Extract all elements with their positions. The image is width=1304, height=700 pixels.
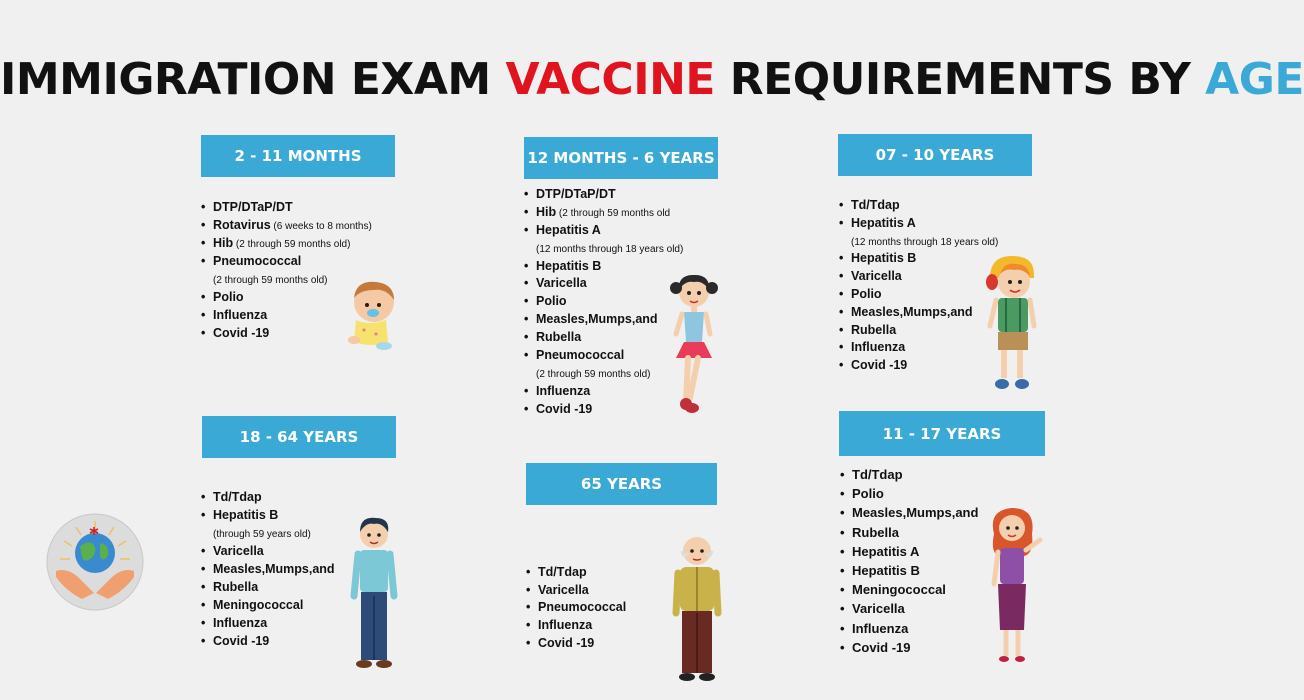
vaccine-item bbox=[524, 222, 683, 240]
vaccine-item bbox=[840, 561, 978, 580]
vaccine-name: Hepatitis A bbox=[851, 215, 916, 230]
vaccine-name: Varicella bbox=[213, 544, 264, 558]
vaccine-item bbox=[839, 339, 998, 357]
vaccine-name: Polio bbox=[536, 294, 567, 309]
vaccine-item bbox=[840, 619, 978, 638]
vaccine-item bbox=[839, 357, 998, 375]
vaccine-name: Measles,Mumps,and bbox=[213, 562, 335, 576]
vaccine-age-note: (2 through 59 months old) bbox=[233, 239, 351, 250]
vaccine-name: Varicella bbox=[538, 582, 589, 597]
header-18-64-years: 18 - 64 YEARS bbox=[202, 416, 396, 458]
vaccine-item bbox=[526, 582, 626, 600]
vaccine-name: Td/Tdap bbox=[213, 490, 262, 504]
bullet-icon: • bbox=[524, 348, 529, 363]
vaccine-name: Varicella bbox=[852, 601, 905, 617]
vaccine-name: Varicella bbox=[536, 276, 587, 291]
bullet-icon: • bbox=[201, 218, 206, 232]
bullet-icon: • bbox=[524, 276, 529, 291]
vaccine-name: Rotavirus bbox=[213, 218, 271, 232]
bullet-icon: • bbox=[526, 582, 531, 597]
bullet-icon: • bbox=[201, 308, 206, 322]
bullet-icon: • bbox=[201, 326, 206, 340]
vaccine-list-12-months-6-years bbox=[524, 186, 683, 419]
vaccine-age-note: (12 months through 18 years old) bbox=[536, 243, 684, 255]
bullet-icon: • bbox=[201, 200, 206, 214]
vaccine-name: Pneumococcal bbox=[536, 348, 625, 363]
bullet-icon: • bbox=[839, 251, 844, 266]
bullet-icon: • bbox=[524, 187, 529, 201]
bullet-icon: • bbox=[839, 304, 844, 319]
header-07-10-years: 07 - 10 YEARS bbox=[838, 134, 1032, 176]
vaccine-item bbox=[839, 268, 998, 286]
vaccine-item bbox=[201, 542, 335, 560]
vaccine-list-11-17-years bbox=[840, 465, 978, 657]
vaccine-item bbox=[201, 198, 372, 216]
vaccine-item bbox=[201, 234, 372, 252]
title-part-age: AGE bbox=[1205, 54, 1304, 105]
bullet-icon: • bbox=[840, 524, 845, 540]
vaccine-item bbox=[201, 578, 335, 596]
vaccine-name: Hepatitis A bbox=[536, 222, 601, 237]
bullet-icon: • bbox=[840, 486, 845, 502]
bullet-icon: • bbox=[840, 505, 845, 521]
bullet-icon: • bbox=[524, 204, 529, 219]
vaccine-name: Rubella bbox=[852, 524, 899, 540]
bullet-icon: • bbox=[839, 358, 844, 373]
bullet-icon: • bbox=[201, 598, 206, 612]
bullet-icon: • bbox=[201, 634, 206, 648]
vaccine-item bbox=[840, 638, 978, 657]
vaccine-item bbox=[840, 580, 978, 599]
bullet-icon: • bbox=[839, 322, 844, 337]
vaccine-name: Td/Tdap bbox=[852, 467, 903, 482]
vaccine-item bbox=[839, 197, 998, 215]
vaccine-item bbox=[201, 596, 335, 614]
header-11-17-years: 11 - 17 YEARS bbox=[839, 411, 1045, 456]
vaccine-name: Covid -19 bbox=[852, 639, 911, 655]
vaccine-name: Influenza bbox=[213, 308, 268, 322]
bullet-icon: • bbox=[201, 254, 206, 268]
vaccine-item bbox=[524, 204, 683, 222]
girl-illustration bbox=[668, 272, 720, 414]
baby-illustration bbox=[346, 278, 396, 352]
bullet-icon: • bbox=[524, 258, 529, 273]
vaccine-item bbox=[839, 215, 998, 233]
vaccine-name: Meningococcal bbox=[213, 598, 304, 612]
bullet-icon: • bbox=[201, 580, 206, 594]
vaccine-item bbox=[524, 347, 683, 365]
vaccine-name: DTP/DTaP/DT bbox=[536, 187, 616, 201]
vaccine-item bbox=[524, 311, 683, 329]
vaccine-name: Hepatitis B bbox=[851, 251, 917, 266]
vaccine-name: Hib bbox=[536, 204, 557, 219]
vaccine-item bbox=[839, 286, 998, 304]
vaccine-note bbox=[213, 524, 335, 542]
bullet-icon: • bbox=[840, 620, 845, 636]
vaccine-item bbox=[526, 617, 626, 635]
vaccine-item bbox=[840, 523, 978, 542]
vaccine-item bbox=[526, 635, 626, 653]
vaccine-item bbox=[524, 258, 683, 276]
vaccine-name: Measles,Mumps,and bbox=[852, 505, 979, 521]
vaccine-item bbox=[840, 465, 978, 484]
bullet-icon: • bbox=[839, 215, 844, 230]
vaccine-name: Influenza bbox=[213, 616, 268, 630]
vaccine-item bbox=[201, 252, 372, 270]
bullet-icon: • bbox=[201, 562, 206, 576]
woman-illustration bbox=[984, 504, 1046, 666]
vaccine-name: Influenza bbox=[852, 620, 909, 636]
vaccine-name: Influenza bbox=[538, 618, 593, 633]
vaccine-note bbox=[536, 365, 683, 383]
vaccine-item bbox=[524, 275, 683, 293]
vaccine-name: Rubella bbox=[536, 330, 582, 345]
header-2-11-months: 2 - 11 MONTHS bbox=[201, 135, 395, 177]
vaccine-age-note: (2 through 59 months old) bbox=[213, 275, 328, 286]
bullet-icon: • bbox=[201, 490, 206, 504]
vaccine-name: Td/Tdap bbox=[538, 565, 587, 579]
bullet-icon: • bbox=[201, 616, 206, 630]
vaccine-item bbox=[524, 329, 683, 347]
vaccine-name: Covid -19 bbox=[851, 358, 908, 373]
vaccine-name: Polio bbox=[851, 286, 882, 301]
header-12-months-6-years: 12 MONTHS - 6 YEARS bbox=[524, 137, 718, 179]
bullet-icon: • bbox=[526, 600, 531, 615]
vaccine-name: Measles,Mumps,and bbox=[851, 304, 973, 319]
vaccine-name: Influenza bbox=[536, 383, 591, 398]
vaccine-name: Pneumococcal bbox=[538, 600, 627, 615]
bullet-icon: • bbox=[840, 582, 845, 598]
vaccine-item bbox=[526, 599, 627, 617]
vaccine-name: Hepatitis A bbox=[852, 543, 920, 559]
bullet-icon: • bbox=[840, 562, 845, 578]
vaccine-age-note: (2 through 59 months old) bbox=[536, 368, 651, 380]
bullet-icon: • bbox=[839, 340, 844, 355]
bullet-icon: • bbox=[524, 294, 529, 309]
vaccine-name: Pneumococcal bbox=[213, 254, 302, 268]
vaccine-note bbox=[536, 240, 683, 258]
vaccine-item bbox=[839, 322, 998, 340]
vaccine-age-note: (12 months through 18 years old) bbox=[851, 236, 999, 248]
vaccine-name: DTP/DTaP/DT bbox=[213, 200, 293, 214]
vaccine-name: Measles,Mumps,and bbox=[536, 312, 658, 327]
vaccine-item bbox=[201, 614, 335, 632]
vaccine-name: Hepatitis B bbox=[852, 562, 920, 578]
vaccine-name: Rubella bbox=[851, 322, 897, 337]
vaccine-list-65-years bbox=[526, 564, 626, 652]
vaccine-item bbox=[840, 484, 978, 503]
bullet-icon: • bbox=[840, 467, 845, 482]
bullet-icon: • bbox=[839, 269, 844, 284]
bullet-icon: • bbox=[840, 601, 845, 617]
bullet-icon: • bbox=[526, 565, 531, 579]
vaccine-item bbox=[840, 599, 978, 618]
vaccine-item bbox=[201, 216, 372, 234]
vaccine-item bbox=[524, 186, 683, 204]
bullet-icon: • bbox=[201, 544, 206, 558]
vaccine-name: Rubella bbox=[213, 580, 259, 594]
bullet-icon: • bbox=[526, 618, 531, 633]
bullet-icon: • bbox=[201, 236, 206, 250]
old-man-illustration bbox=[672, 533, 722, 683]
vaccine-item bbox=[524, 401, 683, 419]
bullet-icon: • bbox=[524, 222, 529, 237]
vaccine-age-note: (through 59 years old) bbox=[213, 529, 311, 540]
bullet-icon: • bbox=[524, 330, 529, 345]
vaccine-name: Polio bbox=[213, 290, 244, 304]
vaccine-item bbox=[526, 564, 626, 582]
vaccine-item bbox=[201, 506, 335, 524]
vaccine-item bbox=[840, 503, 979, 522]
vaccine-name: Hepatitis B bbox=[536, 258, 602, 273]
page-title bbox=[0, 54, 1304, 105]
bullet-icon: • bbox=[524, 401, 529, 416]
vaccine-name: Meningococcal bbox=[852, 582, 946, 598]
vaccine-name: Hib bbox=[213, 236, 234, 250]
boy-cap-illustration bbox=[986, 252, 1038, 394]
vaccine-item bbox=[524, 293, 683, 311]
bullet-icon: • bbox=[839, 286, 844, 301]
header-65-years: 65 YEARS bbox=[526, 463, 717, 505]
vaccine-item bbox=[201, 560, 335, 578]
vaccine-age-note: (6 weeks to 8 months) bbox=[270, 221, 372, 232]
vaccine-list-18-64-years bbox=[201, 488, 335, 650]
vaccine-note bbox=[851, 233, 998, 251]
vaccine-name: Td/Tdap bbox=[851, 198, 900, 212]
vaccine-item bbox=[839, 304, 998, 322]
vaccine-name: Polio bbox=[852, 486, 884, 502]
vaccine-age-note: (2 through 59 months old bbox=[556, 207, 671, 219]
young-man-illustration bbox=[348, 516, 400, 670]
vaccine-name: Covid -19 bbox=[213, 634, 270, 648]
vaccine-name: Covid -19 bbox=[536, 401, 593, 416]
bullet-icon: • bbox=[840, 639, 845, 655]
vaccine-name: Covid -19 bbox=[538, 635, 595, 650]
vaccine-item bbox=[201, 488, 335, 506]
bullet-icon: • bbox=[840, 543, 845, 559]
globe-hands-logo bbox=[46, 513, 144, 611]
title-part-1: IMMIGRATION EXAM bbox=[0, 54, 506, 105]
bullet-icon: • bbox=[524, 312, 529, 327]
vaccine-item bbox=[840, 542, 978, 561]
vaccine-list-07-10-years bbox=[839, 197, 998, 375]
vaccine-name: Covid -19 bbox=[213, 326, 270, 340]
title-part-3: REQUIREMENTS BY bbox=[714, 54, 1206, 105]
bullet-icon: • bbox=[201, 508, 206, 522]
vaccine-name: Varicella bbox=[851, 269, 902, 284]
vaccine-name: Influenza bbox=[851, 340, 906, 355]
bullet-icon: • bbox=[201, 290, 206, 304]
title-part-vaccine: VACCINE bbox=[505, 54, 715, 105]
vaccine-item bbox=[839, 250, 998, 268]
bullet-icon: • bbox=[524, 383, 529, 398]
bullet-icon: • bbox=[526, 635, 531, 650]
vaccine-name: Hepatitis B bbox=[213, 508, 279, 522]
vaccine-item bbox=[524, 383, 683, 401]
bullet-icon: • bbox=[839, 198, 844, 212]
vaccine-item bbox=[201, 632, 335, 650]
